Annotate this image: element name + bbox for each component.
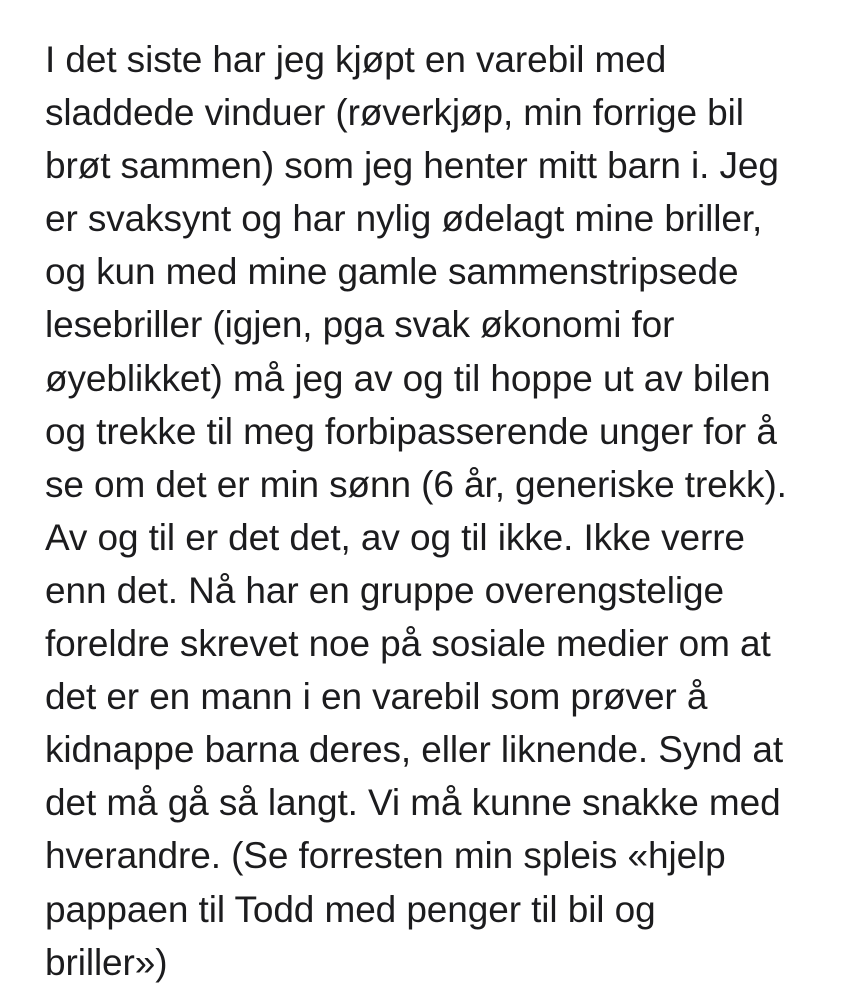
text-line: øyeblikket) må jeg av og til hoppe ut av bilen [45,357,771,399]
text-line: brøt sammen) som jeg henter mitt barn i. Jeg [45,145,779,187]
text-line: hverandre. (Se forresten min spleis «hjelp [45,835,726,877]
post-text [45,33,845,989]
text-line: lesebriller (igjen, pga svak økonomi for [45,304,675,346]
text-line: sladdede vinduer (røverkjøp, min forrige bil [45,92,744,134]
text-line: det er en mann i en varebil som prøver å [45,676,708,718]
text-line: briller») [45,941,168,983]
text-line: Av og til er det det, av og til ikke. Ikke verre [45,516,745,558]
text-line: og trekke til meg forbipasserende unger for å [45,410,777,452]
text-line: foreldre skrevet noe på sosiale medier om at [45,623,771,665]
text-line: kidnappe barna deres, eller liknende. Synd at [45,729,784,771]
text-line: pappaen til Todd med penger til bil og [45,888,656,930]
text-line: er svaksynt og har nylig ødelagt mine briller, [45,198,763,240]
text-line: I det siste har jeg kjøpt en varebil med [45,39,667,80]
text-line: enn det. Nå har en gruppe overengstelige [45,569,724,611]
text-line: se om det er min sønn (6 år, generiske trekk). [45,463,787,505]
text-line: det må gå så langt. Vi må kunne snakke med [45,782,781,824]
text-line: og kun med mine gamle sammenstripsede [45,251,739,293]
